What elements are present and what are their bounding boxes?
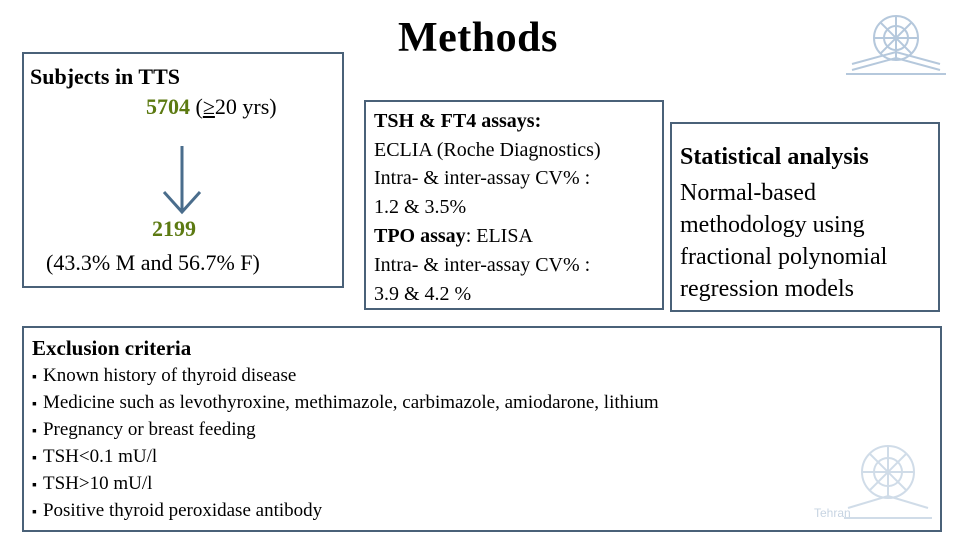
down-arrow-icon — [162, 146, 202, 216]
bullet-icon: ▪ — [32, 478, 37, 493]
subjects-count-value: 5704 — [146, 94, 190, 119]
statistics-line-2: methodology using — [680, 212, 865, 238]
statistics-line-4: regression models — [680, 276, 854, 302]
statistics-box — [670, 122, 940, 312]
statistics-heading: Statistical analysis — [680, 144, 869, 170]
subjects-result-value: 2199 — [152, 216, 196, 241]
exclusion-item: ▪ Known history of thyroid disease — [32, 365, 297, 386]
subjects-result-split: (43.3% M and 56.7% F) — [46, 250, 260, 275]
exclusion-item: ▪ TSH>10 mU/l — [32, 473, 153, 494]
statistics-line-1: Normal-based — [680, 180, 816, 206]
bullet-icon: ▪ — [32, 505, 37, 520]
assay-line-3: 1.2 & 3.5% — [374, 196, 467, 218]
assay-line-6: 3.9 & 4.2 % — [374, 283, 472, 305]
exclusion-item: ▪ TSH<0.1 mU/l — [32, 446, 158, 467]
slide-title: Methods — [398, 15, 558, 61]
institution-logo-icon — [838, 8, 954, 78]
exclusion-heading: Exclusion criteria — [32, 336, 192, 360]
assay-line-2: Intra- & inter-assay CV% : — [374, 167, 591, 189]
assays-box — [364, 100, 664, 310]
watermark-logo-icon — [840, 436, 936, 526]
tpo-method: : ELISA — [465, 225, 533, 247]
exclusion-item: ▪ Pregnancy or breast feeding — [32, 419, 256, 440]
tpo-heading: TPO assay — [374, 225, 466, 247]
statistics-line-3: fractional polynomial — [680, 244, 888, 270]
subjects-heading: Subjects in TTS — [30, 64, 180, 89]
exclusion-item: ▪ Medicine such as levothyroxine, methimazole, carbimazole, amiodarone, lithium — [32, 392, 659, 413]
exclusion-item: ▪ Positive thyroid peroxidase antibody — [32, 500, 323, 521]
assay-line-1: ECLIA (Roche Diagnostics) — [374, 139, 601, 161]
assay-line-5: Intra- & inter-assay CV% : — [374, 254, 591, 276]
tpo-line — [374, 225, 533, 248]
watermark-text: Tehran — [814, 506, 851, 520]
bullet-icon: ▪ — [32, 424, 37, 439]
bullet-icon: ▪ — [32, 370, 37, 385]
exclusion-box — [22, 326, 942, 532]
bullet-icon: ▪ — [32, 397, 37, 412]
subjects-count-note: (≥20 yrs) — [195, 94, 277, 119]
tsh-ft4-heading: TSH & FT4 assays: — [374, 110, 542, 132]
bullet-icon: ▪ — [32, 451, 37, 466]
subjects-count — [146, 94, 277, 120]
